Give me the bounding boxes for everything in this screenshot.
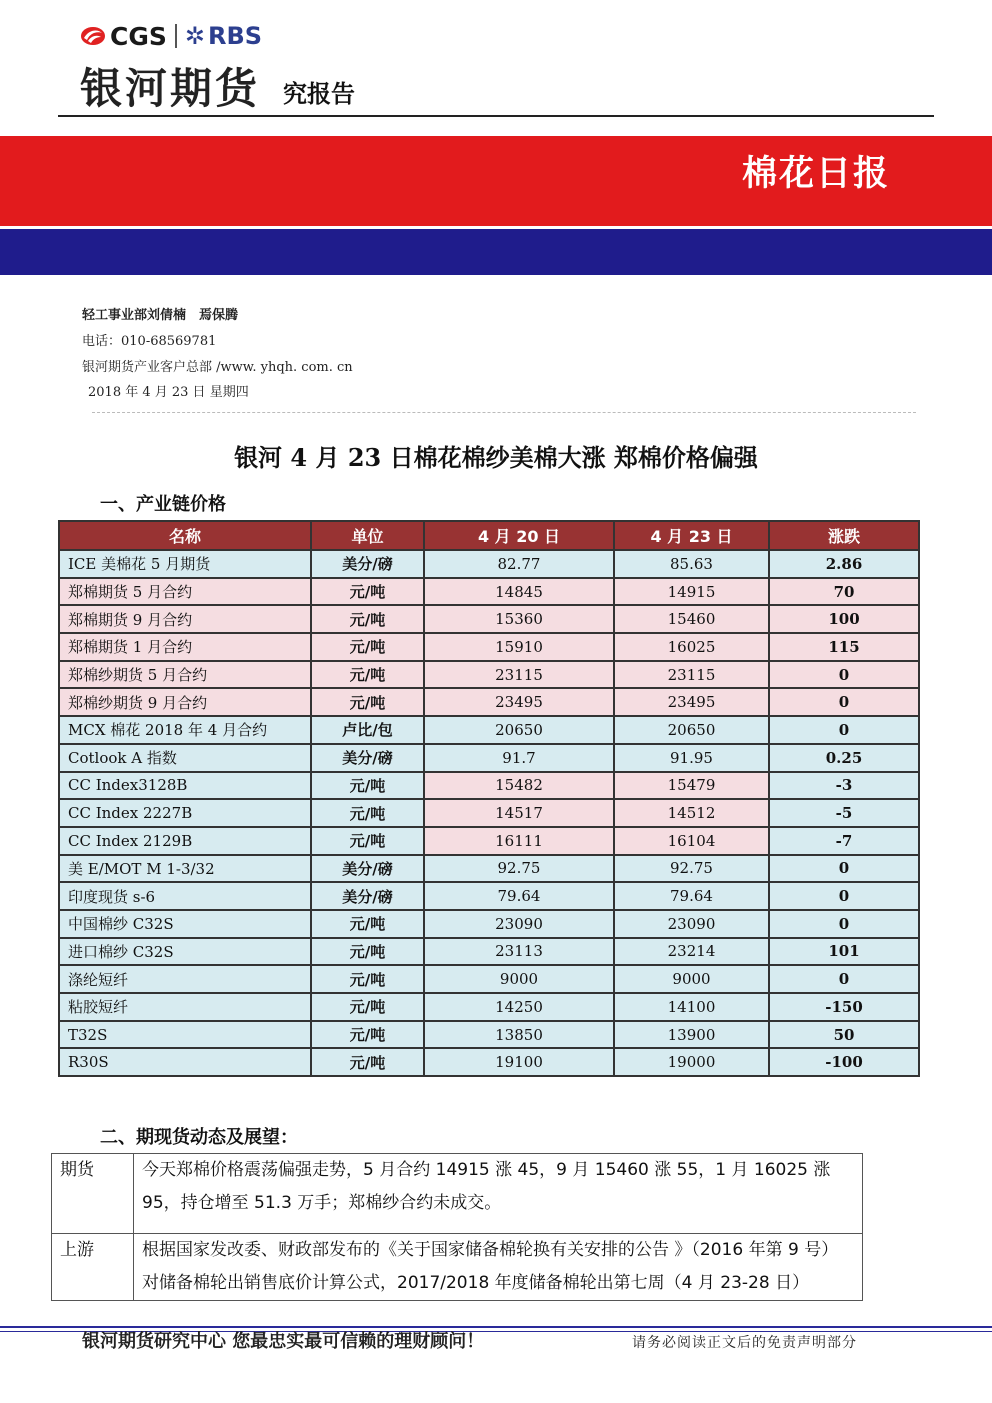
- row-date2: 15460: [614, 605, 769, 633]
- row-change: 115: [769, 633, 919, 661]
- row-date1: 15482: [424, 772, 614, 800]
- row-date2: 23115: [614, 661, 769, 689]
- row-date2: 23495: [614, 688, 769, 716]
- brand-title: 银河期货: [80, 64, 261, 113]
- row-name: T32S: [59, 1021, 311, 1049]
- row-unit: 美分/磅: [311, 882, 424, 910]
- outlook-row-futures: [52, 1154, 863, 1234]
- row-unit: 元/吨: [311, 965, 424, 993]
- row-change: 0: [769, 688, 919, 716]
- row-date1: 23115: [424, 661, 614, 689]
- outlook-row-upstream: [52, 1234, 863, 1301]
- logo-row: [80, 20, 262, 52]
- table-row: [59, 827, 919, 855]
- row-change: 0: [769, 716, 919, 744]
- row-date2: 91.95: [614, 744, 769, 772]
- row-name: Cotlook A 指数: [59, 744, 311, 772]
- table-row: [59, 993, 919, 1021]
- price-table: [58, 520, 920, 1077]
- report-title: 棉花日报: [741, 154, 890, 194]
- table-row: [59, 688, 919, 716]
- logo-separator: [175, 24, 177, 48]
- row-name: 郑棉纱期货 5 月合约: [59, 661, 311, 689]
- row-unit: 元/吨: [311, 827, 424, 855]
- price-table-header-row: [59, 521, 919, 550]
- row-date2: 14100: [614, 993, 769, 1021]
- outlook-text: 根据国家发改委、财政部发布的《关于国家储备棉轮换有关安排的公告 》（2016 年第 9 号）对储备棉轮出销售底价计算公式，2017/2018 年度储备棉轮出第七周（4 月 23-28 日）: [134, 1234, 863, 1301]
- cgs-swirl-icon: [80, 25, 106, 47]
- row-change: -7: [769, 827, 919, 855]
- row-name: 美 E/MOT M 1-3/32: [59, 855, 311, 883]
- phone-line: 电话：010-68569781: [82, 334, 217, 349]
- header-name: 名称: [59, 521, 311, 550]
- outlook-text: 今天郑棉价格震荡偏强走势，5 月合约 14915 涨 45，9 月 15460 涨 55，1 月 16025 涨 95，持仓增至 51.3 万手；郑棉纱合约未成交。: [134, 1154, 863, 1234]
- row-name: CC Index3128B: [59, 772, 311, 800]
- table-row: [59, 799, 919, 827]
- row-date1: 16111: [424, 827, 614, 855]
- row-name: 粘胶短纤: [59, 993, 311, 1021]
- row-change: 100: [769, 605, 919, 633]
- row-date2: 13900: [614, 1021, 769, 1049]
- row-unit: 元/吨: [311, 910, 424, 938]
- row-change: 101: [769, 938, 919, 966]
- row-change: 0: [769, 855, 919, 883]
- row-unit: 元/吨: [311, 799, 424, 827]
- table-row: [59, 965, 919, 993]
- row-date1: 14517: [424, 799, 614, 827]
- row-name: MCX 棉花 2018 年 4 月合约: [59, 716, 311, 744]
- row-date2: 19000: [614, 1048, 769, 1076]
- table-row: [59, 855, 919, 883]
- row-unit: 元/吨: [311, 688, 424, 716]
- rbs-mark-icon: ✲: [184, 22, 205, 50]
- row-date2: 92.75: [614, 855, 769, 883]
- row-date1: 91.7: [424, 744, 614, 772]
- row-unit: 元/吨: [311, 938, 424, 966]
- row-name: 郑棉期货 9 月合约: [59, 605, 311, 633]
- row-date1: 19100: [424, 1048, 614, 1076]
- row-unit: 元/吨: [311, 661, 424, 689]
- row-date2: 79.64: [614, 882, 769, 910]
- row-name: 涤纶短纤: [59, 965, 311, 993]
- row-name: 印度现货 s-6: [59, 882, 311, 910]
- brand-subtitle: 究报告: [283, 80, 355, 108]
- row-date1: 79.64: [424, 882, 614, 910]
- table-row: [59, 882, 919, 910]
- table-row: [59, 744, 919, 772]
- section1-title: 一、产业链价格: [100, 494, 226, 515]
- row-change: 0: [769, 965, 919, 993]
- row-unit: 元/吨: [311, 1048, 424, 1076]
- row-unit: 元/吨: [311, 633, 424, 661]
- footer-slogan: 银河期货研究中心 您最忠实最可信赖的理财顾问！: [82, 1331, 485, 1352]
- header-change: 涨跌: [769, 521, 919, 550]
- header-unit: 单位: [311, 521, 424, 550]
- row-date1: 15910: [424, 633, 614, 661]
- row-change: 0.25: [769, 744, 919, 772]
- author-line: 轻工事业部刘倩楠 焉保腾: [82, 308, 239, 323]
- row-name: CC Index 2129B: [59, 827, 311, 855]
- table-row: [59, 633, 919, 661]
- table-row: [59, 661, 919, 689]
- table-row: [59, 1021, 919, 1049]
- row-change: -3: [769, 772, 919, 800]
- table-row: [59, 605, 919, 633]
- row-unit: 元/吨: [311, 1021, 424, 1049]
- row-date2: 14512: [614, 799, 769, 827]
- row-change: -100: [769, 1048, 919, 1076]
- row-unit: 元/吨: [311, 578, 424, 606]
- header-date2: 4 月 23 日: [614, 521, 769, 550]
- row-change: -5: [769, 799, 919, 827]
- row-date2: 16025: [614, 633, 769, 661]
- row-date1: 92.75: [424, 855, 614, 883]
- row-date2: 14915: [614, 578, 769, 606]
- row-date1: 23113: [424, 938, 614, 966]
- row-date2: 16104: [614, 827, 769, 855]
- table-row: [59, 716, 919, 744]
- row-date2: 20650: [614, 716, 769, 744]
- cgs-logo: [80, 22, 167, 51]
- table-row: [59, 938, 919, 966]
- rbs-logo: [185, 22, 262, 50]
- row-unit: 元/吨: [311, 605, 424, 633]
- row-name: 郑棉纱期货 9 月合约: [59, 688, 311, 716]
- row-unit: 元/吨: [311, 772, 424, 800]
- cgs-logo-text: CGS: [110, 21, 167, 51]
- outlook-table: [51, 1153, 863, 1301]
- row-name: R30S: [59, 1048, 311, 1076]
- row-date1: 82.77: [424, 550, 614, 578]
- table-row: [59, 550, 919, 578]
- row-unit: 美分/磅: [311, 744, 424, 772]
- row-name: CC Index 2227B: [59, 799, 311, 827]
- table-row: [59, 772, 919, 800]
- row-date1: 23495: [424, 688, 614, 716]
- row-date1: 20650: [424, 716, 614, 744]
- row-date1: 13850: [424, 1021, 614, 1049]
- row-date2: 23214: [614, 938, 769, 966]
- row-date1: 23090: [424, 910, 614, 938]
- table-row: [59, 910, 919, 938]
- row-date1: 14250: [424, 993, 614, 1021]
- date-line: 2018 年 4 月 23 日 星期四: [88, 385, 249, 400]
- dashed-divider: [92, 412, 916, 413]
- row-unit: 美分/磅: [311, 855, 424, 883]
- row-date2: 23090: [614, 910, 769, 938]
- footer-disclaimer: 请务必阅读正文后的免责声明部分: [632, 1335, 857, 1351]
- row-name: 中国棉纱 C32S: [59, 910, 311, 938]
- department-line: 银河期货产业客户总部 /www. yhqh. com. cn: [82, 360, 353, 375]
- outlook-label: 期货: [52, 1154, 134, 1234]
- row-change: 0: [769, 910, 919, 938]
- row-change: 70: [769, 578, 919, 606]
- row-change: -150: [769, 993, 919, 1021]
- main-title: 银河 4 月 23 日棉花棉纱美棉大涨 郑棉价格偏强: [234, 443, 758, 472]
- row-date1: 15360: [424, 605, 614, 633]
- row-date1: 14845: [424, 578, 614, 606]
- row-unit: 元/吨: [311, 993, 424, 1021]
- row-unit: 美分/磅: [311, 550, 424, 578]
- row-name: ICE 美棉花 5 月期货: [59, 550, 311, 578]
- row-change: 0: [769, 661, 919, 689]
- row-name: 进口棉纱 C32S: [59, 938, 311, 966]
- row-change: 0: [769, 882, 919, 910]
- row-unit: 卢比/包: [311, 716, 424, 744]
- row-change: 50: [769, 1021, 919, 1049]
- row-name: 郑棉期货 1 月合约: [59, 633, 311, 661]
- row-name: 郑棉期货 5 月合约: [59, 578, 311, 606]
- header-date1: 4 月 20 日: [424, 521, 614, 550]
- header-rule: [58, 115, 934, 117]
- table-row: [59, 1048, 919, 1076]
- rbs-logo-text: RBS: [207, 22, 263, 50]
- row-date2: 15479: [614, 772, 769, 800]
- table-row: [59, 578, 919, 606]
- blue-banner: [0, 229, 992, 275]
- section2-title: 二、期现货动态及展望：: [100, 1127, 298, 1148]
- row-date2: 85.63: [614, 550, 769, 578]
- row-change: 2.86: [769, 550, 919, 578]
- outlook-label: 上游: [52, 1234, 134, 1301]
- row-date2: 9000: [614, 965, 769, 993]
- row-date1: 9000: [424, 965, 614, 993]
